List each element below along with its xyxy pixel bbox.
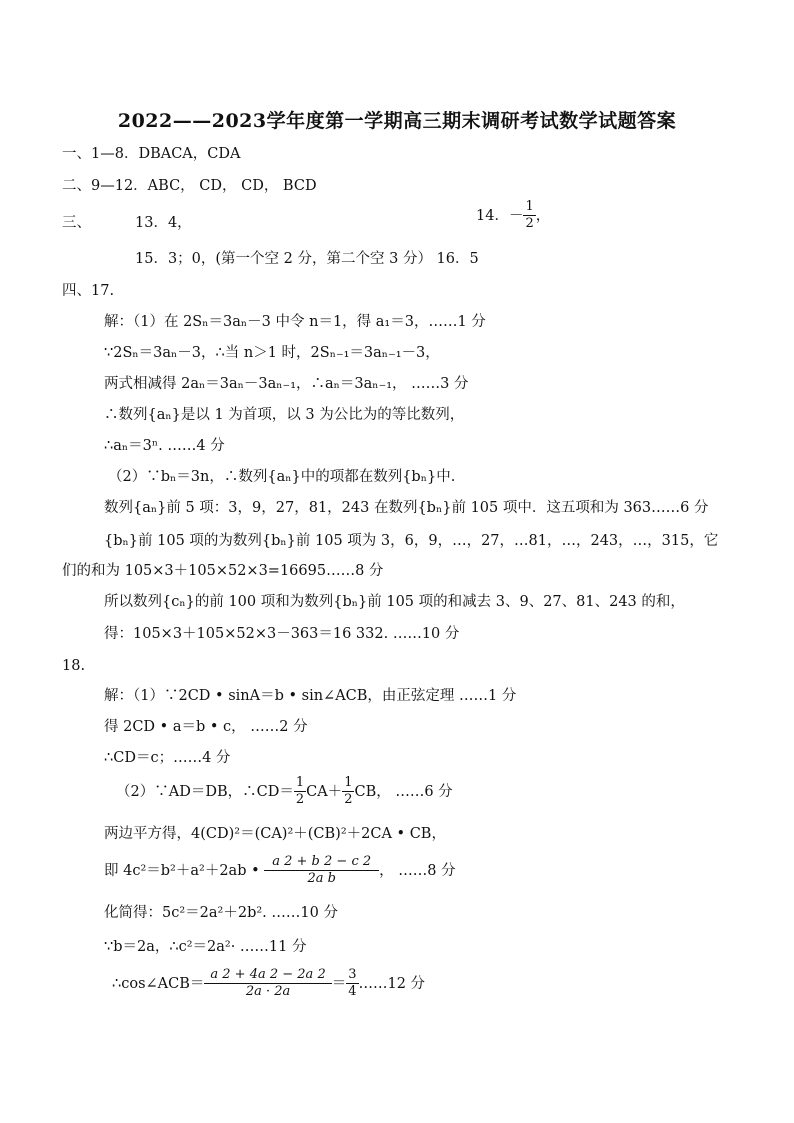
q18-line-6-pre: 即 4c²＝b²＋a²＋2ab • xyxy=(104,862,260,879)
q17-line-1: 解：（1）在 2Sₙ＝3aₙ－3 中令 n＝1，得 a₁＝3，……1 分 xyxy=(104,314,486,330)
q18-line-4-pre: （2）∵AD＝DB，∴CD＝ xyxy=(116,783,294,800)
q15-q16-answers: 15．3；0，(第一个空 2 分，第二个空 3 分） 16．5 xyxy=(135,251,479,267)
q18-line-9-pre: ∴cos∠ACB＝ xyxy=(112,975,205,992)
page-title: 2022——2023学年度第一学期高三期末调研考试数学试题答案 xyxy=(117,110,677,132)
q18-line-6-post: ， ……8 分 xyxy=(379,862,456,879)
q17-line-2: ∵2Sₙ＝3aₙ－3，∴当 n＞1 时，2Sₙ₋₁＝3aₙ₋₁－3， xyxy=(104,345,440,361)
q18-line-9-fraction-2 xyxy=(346,968,358,1000)
q18-line-9-fraction-1 xyxy=(204,968,331,1000)
fraction-denominator: 2 xyxy=(344,792,353,808)
q17-line-5: ∴aₙ＝3ⁿ. ……4 分 xyxy=(104,438,225,454)
section-4-q17-label: 四、17. xyxy=(62,283,115,299)
q18-line-9-post: ……12 分 xyxy=(358,975,426,992)
q18-line-9 xyxy=(112,968,425,1000)
q18-line-8: ∵b＝2a，∴c²＝2a²· ……11 分 xyxy=(104,939,307,955)
q18-line-4-post: CB， ……6 分 xyxy=(354,783,453,800)
q14-numerator: 1 xyxy=(523,200,535,216)
q17-line-7: 数列{aₙ}前 5 项：3，9，27，81，243 在数列{bₙ}前 105 项中．这五项和为 363……6 分 xyxy=(104,500,709,516)
q14-denominator: 2 xyxy=(525,216,534,232)
q17-line-4: ∴数列{aₙ}是以 1 为首项，以 3 为公比为的等比数列， xyxy=(104,407,465,423)
q17-line-10: 所以数列{cₙ}的前 100 项和为数列{bₙ}前 105 项的和减去 3、9、27、81、243 的和， xyxy=(104,594,685,610)
q18-line-3: ∴CD＝c；……4 分 xyxy=(104,750,231,766)
q18-line-4-fraction-1 xyxy=(294,776,306,808)
fraction-numerator: 1 xyxy=(342,776,354,792)
q18-line-6-fraction xyxy=(264,855,379,887)
q18-line-5: 两边平方得，4(CD)²＝(CA)²＋(CB)²＋2CA • CB， xyxy=(104,826,446,842)
q18-line-9-eq: ＝ xyxy=(331,975,347,992)
q17-line-8: {bₙ}前 105 项的为数列{bₙ}前 105 项为 3，6，9，…，27，…81，…，243，…，315，它 xyxy=(104,533,719,549)
section-1-answers: 一、1—8．DBACA，CDA xyxy=(62,146,241,162)
q17-line-3: 两式相减得 2aₙ＝3aₙ－3aₙ₋₁，∴aₙ＝3aₙ₋₁， ……3 分 xyxy=(104,376,469,392)
fraction-numerator: 1 xyxy=(294,776,306,792)
q18-line-4-fraction-2 xyxy=(342,776,354,808)
q18-line-7: 化简得：5c²＝2a²＋2b². ……10 分 xyxy=(104,905,338,921)
q14-prefix: 14．－ xyxy=(476,207,524,224)
q14-answer xyxy=(476,200,550,232)
q18-line-4 xyxy=(116,776,453,808)
fraction-denominator: 2a · 2a xyxy=(245,984,291,1000)
q18-line-6 xyxy=(104,855,456,887)
section-3-label: 三、 xyxy=(62,215,91,231)
q18-line-4-mid: CA＋ xyxy=(306,783,343,800)
section-2-answers: 二、9—12．ABC， CD， CD， BCD xyxy=(62,178,317,194)
q17-line-11: 得：105×3＋105×52×3－363＝16 332. ……10 分 xyxy=(104,626,460,642)
q18-line-1: 解：（1）∵2CD • sinA＝b • sin∠ACB，由正弦定理 ……1 分 xyxy=(104,688,517,704)
q18-line-2: 得 2CD • a＝b • c， ……2 分 xyxy=(104,719,308,735)
q14-fraction xyxy=(523,200,535,232)
q17-line-9: 们的和为 105×3＋105×52×3=16695……8 分 xyxy=(62,563,384,579)
fraction-denominator: 2 xyxy=(295,792,305,808)
q14-suffix: ， xyxy=(535,207,551,224)
fraction-numerator: 3 xyxy=(346,968,358,984)
fraction-numerator: a 2 + 4a 2 − 2a 2 xyxy=(204,968,331,984)
fraction-denominator: 2a b xyxy=(307,871,336,887)
q17-line-6: （2）∵bₙ＝3n，∴数列{aₙ}中的项都在数列{bₙ}中. xyxy=(108,469,456,485)
q13-answer: 13．4， xyxy=(135,215,192,231)
fraction-denominator: 4 xyxy=(348,984,357,1000)
q18-label: 18. xyxy=(62,658,86,674)
fraction-numerator: a 2 + b 2 − c 2 xyxy=(264,855,379,871)
